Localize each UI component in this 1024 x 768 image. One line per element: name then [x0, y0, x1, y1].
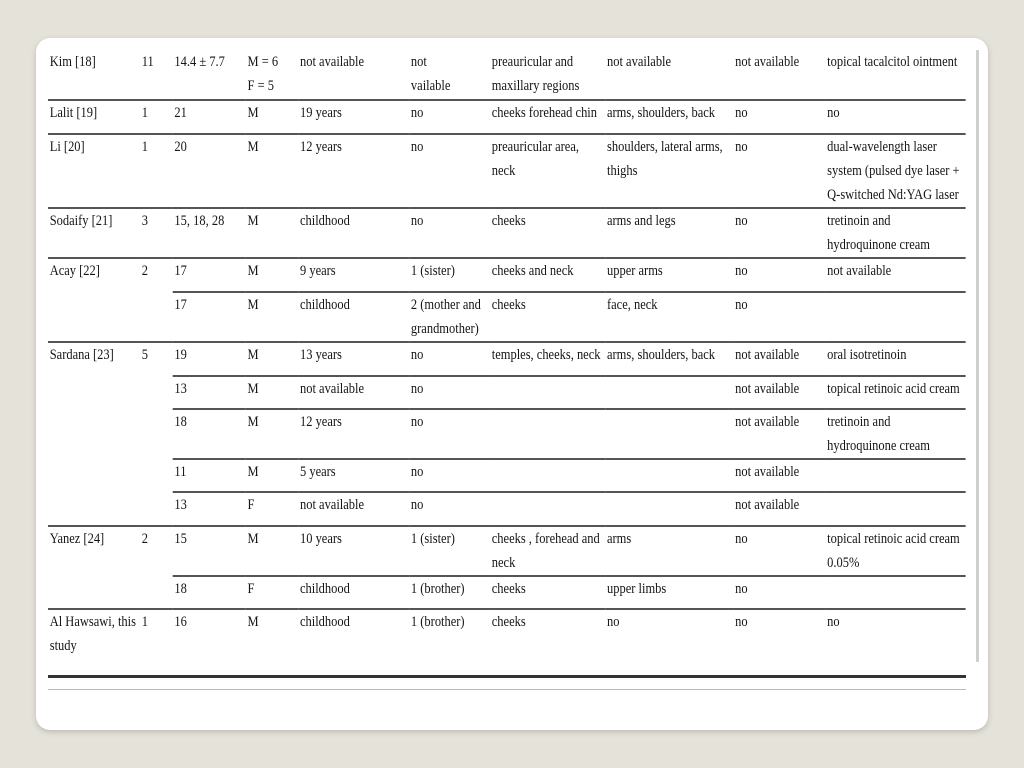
face-cell: cheeks: [491, 614, 526, 630]
sex-cell: F: [246, 576, 298, 609]
body-cell: arms, shoulders, back: [605, 100, 733, 134]
table-row: [48, 208, 966, 258]
treatment-cell: [825, 492, 965, 526]
body-cell: face, neck: [605, 292, 733, 342]
treatment-cell: no: [825, 100, 965, 134]
family-cell: not vailable: [409, 50, 490, 100]
table-bottom-rule: [48, 675, 966, 678]
table-row: [48, 50, 966, 100]
body-cell: [605, 376, 733, 409]
author-cell: Sodaify [21]: [48, 208, 140, 258]
n-cell: 11: [140, 50, 173, 100]
assoc-cell: not available: [733, 409, 825, 459]
n-cell: 3: [140, 208, 173, 258]
assoc-cell: not available: [733, 492, 825, 526]
family-cell: no: [409, 376, 490, 409]
onset-cell: 12 years: [298, 409, 409, 459]
treatment-cell: oral isotretinoin: [825, 342, 965, 376]
family-cell: no: [409, 100, 490, 134]
assoc-cell: not available: [733, 342, 825, 376]
face-cell: [490, 409, 605, 459]
n-cell: 5: [140, 342, 173, 526]
table-row: [48, 342, 966, 376]
table-row: [48, 258, 966, 292]
face-cell: cheeks: [490, 208, 605, 258]
sex-cell: M: [246, 526, 298, 576]
sex-cell: M: [246, 459, 298, 492]
onset-cell: not available: [298, 376, 409, 409]
table-row: [48, 134, 966, 208]
sex-cell: M: [246, 134, 298, 208]
author-cell: Al Hawsawi, this study: [49, 614, 136, 654]
face-cell: preauricular area, neck: [490, 134, 605, 208]
age-cell: 17: [173, 258, 246, 292]
age-cell: 14.4 ± 7.7: [173, 50, 246, 100]
body-cell: shoulders, lateral arms, thighs: [605, 134, 733, 208]
body-cell: no: [607, 614, 620, 630]
family-cell: 2 (mother and grandmother): [409, 292, 490, 342]
age-cell: 18: [173, 576, 246, 609]
sex-cell: M: [247, 614, 259, 630]
table-bottom-rule-secondary: [48, 689, 966, 690]
treatment-cell: tretinoin and hydroquinone cream: [825, 409, 965, 459]
sex-cell: M: [246, 292, 298, 342]
face-cell: cheeks and neck: [490, 258, 605, 292]
family-cell: 1 (sister): [409, 258, 490, 292]
onset-cell: not available: [298, 492, 409, 526]
face-cell: [490, 459, 605, 492]
face-cell: [490, 376, 605, 409]
treatment-cell: [825, 292, 965, 342]
family-cell: 1 (brother): [409, 576, 490, 609]
onset-cell: childhood: [298, 576, 409, 609]
age-cell: 13: [173, 492, 246, 526]
treatment-cell: topical retinoic acid cream 0.05%: [825, 526, 965, 576]
face-cell: preauricular and maxillary regions: [490, 50, 605, 100]
face-cell: cheeks: [490, 292, 605, 342]
onset-cell: 19 years: [298, 100, 409, 134]
author-cell: Lalit [19]: [48, 100, 140, 134]
author-cell: Sardana [23]: [48, 342, 140, 526]
n-cell: 2: [140, 526, 173, 609]
n-cell: 1: [140, 100, 173, 134]
n-cell: 2: [140, 258, 173, 342]
author-cell: Li [20]: [48, 134, 140, 208]
sex-cell: M: [246, 376, 298, 409]
face-cell: [490, 492, 605, 526]
table-row: [48, 576, 966, 609]
body-cell: [605, 492, 733, 526]
author-cell: Acay [22]: [48, 258, 140, 342]
face-cell: cheeks: [490, 576, 605, 609]
family-cell: 1 (sister): [409, 526, 490, 576]
author-cell: Yanez [24]: [48, 526, 140, 609]
face-cell: cheeks , forehead and neck: [490, 526, 605, 576]
table-row: [48, 526, 966, 576]
assoc-cell: no: [733, 208, 825, 258]
table-row: [48, 492, 966, 526]
table-row: [48, 292, 966, 342]
age-cell: 19: [173, 342, 246, 376]
sex-cell: M: [246, 258, 298, 292]
table-row: [48, 100, 966, 134]
onset-cell: 12 years: [298, 134, 409, 208]
sex-cell: M: [246, 100, 298, 134]
family-cell: no: [409, 342, 490, 376]
treatment-cell: topical retinoic acid cream: [825, 376, 965, 409]
treatment-cell: tretinoin and hydroquinone cream: [825, 208, 965, 258]
assoc-cell: no: [733, 258, 825, 292]
table-row: [48, 609, 966, 665]
treatment-cell: not available: [825, 258, 965, 292]
age-cell: 21: [173, 100, 246, 134]
assoc-cell: no: [733, 292, 825, 342]
sex-cell: M: [246, 409, 298, 459]
family-cell: 1 (brother): [410, 614, 465, 630]
family-cell: no: [409, 134, 490, 208]
assoc-cell: not available: [733, 459, 825, 492]
face-cell: cheeks forehead chin: [490, 100, 605, 134]
treatment-cell: [825, 459, 965, 492]
family-cell: no: [409, 208, 490, 258]
table-row: [48, 376, 966, 409]
table-row: [48, 409, 966, 459]
table-row: [48, 459, 966, 492]
assoc-cell: no: [733, 526, 825, 576]
assoc-cell: no: [735, 614, 748, 630]
author-cell: Kim [18]: [48, 50, 140, 100]
treatment-cell: dual-wavelength laser system (pulsed dye laser + Q-switched Nd:YAG laser: [825, 134, 965, 208]
family-cell: no: [409, 409, 490, 459]
family-cell: no: [409, 459, 490, 492]
age-cell: 13: [173, 376, 246, 409]
assoc-cell: not available: [733, 50, 825, 100]
sex-cell: F: [246, 492, 298, 526]
body-cell: [605, 409, 733, 459]
body-cell: upper limbs: [605, 576, 733, 609]
sex-cell: M: [246, 342, 298, 376]
assoc-cell: not available: [733, 376, 825, 409]
onset-cell: childhood: [299, 614, 350, 630]
age-cell: 15, 18, 28: [173, 208, 246, 258]
body-cell: arms, shoulders, back: [605, 342, 733, 376]
assoc-cell: no: [733, 576, 825, 609]
onset-cell: 9 years: [298, 258, 409, 292]
body-cell: upper arms: [605, 258, 733, 292]
age-cell: 20: [173, 134, 246, 208]
onset-cell: 13 years: [298, 342, 409, 376]
onset-cell: childhood: [298, 292, 409, 342]
body-cell: arms and legs: [605, 208, 733, 258]
n-cell: 1: [141, 614, 148, 630]
assoc-cell: no: [733, 134, 825, 208]
assoc-cell: no: [733, 100, 825, 134]
age-cell: 18: [173, 409, 246, 459]
family-cell: no: [409, 492, 490, 526]
onset-cell: 5 years: [298, 459, 409, 492]
onset-cell: childhood: [298, 208, 409, 258]
age-cell: 15: [173, 526, 246, 576]
case-table-region: [48, 50, 979, 662]
treatment-cell: topical tacalcitol ointment: [825, 50, 965, 100]
onset-cell: 10 years: [298, 526, 409, 576]
age-cell: 17: [173, 292, 246, 342]
age-cell: 11: [173, 459, 246, 492]
onset-cell: not available: [298, 50, 409, 100]
treatment-cell: no: [827, 614, 840, 630]
sex-cell: M = 6 F = 5: [246, 50, 298, 100]
case-report-table: [48, 50, 966, 665]
sex-cell: M: [246, 208, 298, 258]
body-cell: arms: [605, 526, 733, 576]
n-cell: 1: [140, 134, 173, 208]
face-cell: temples, cheeks, neck: [490, 342, 605, 376]
body-cell: not available: [605, 50, 733, 100]
age-cell: 16: [174, 614, 187, 630]
treatment-cell: [825, 576, 965, 609]
body-cell: [605, 459, 733, 492]
